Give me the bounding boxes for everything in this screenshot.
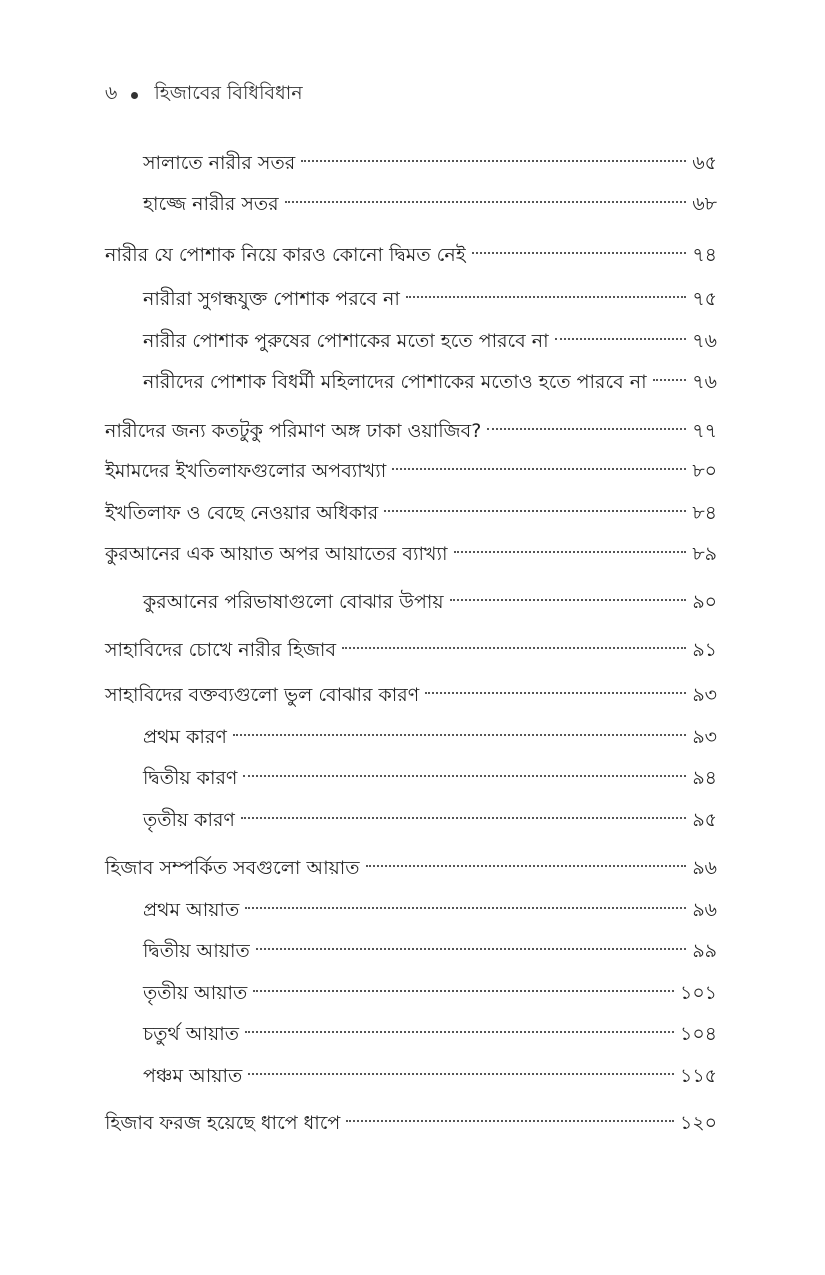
dot-leader [450,599,687,601]
dot-leader [406,296,686,298]
toc-entry-title: ইমামদের ইখতিলাফগুলোর অপব্যাখ্যা [105,460,387,482]
dot-leader [245,1031,674,1033]
toc-entry-title: নারীর পোশাক পুরুষের পোশাকের মতো হতে পারবে না [143,330,549,352]
toc-entry[interactable] [143,366,717,398]
toc-entry[interactable] [143,977,717,1009]
dot-leader [253,990,674,992]
toc-entry[interactable] [105,415,717,447]
dot-leader [487,428,686,430]
toc-entry-page: ১০৪ [679,1023,717,1045]
toc-entry-page: ৭৪ [692,244,717,266]
toc-entry-title: সাহাবিদের চোখে নারীর হিজাব [105,639,337,661]
toc-entry-title: তৃতীয় কারণ [143,809,235,831]
toc-entry-page: ৬৮ [692,193,717,215]
dot-leader [392,468,686,470]
dot-leader [243,775,686,777]
dot-leader [301,160,686,162]
toc-entry[interactable] [143,325,717,357]
dot-leader [454,551,687,553]
toc-entry-page: ৯৯ [692,940,717,962]
toc-entry-page: ৯৩ [692,684,717,706]
dot-leader [245,907,686,909]
toc-entry[interactable] [143,1060,717,1092]
toc-entry-title: সাহাবিদের বক্তব্যগুলো ভুল বোঝার কারণ [105,684,420,706]
toc-entry[interactable] [143,147,717,179]
toc-entry-page: ৭৬ [692,371,717,393]
dot-leader [346,1120,674,1122]
toc-entry-title: নারীদের জন্য কতটুকু পরিমাণ অঙ্গ ঢাকা ওয়াজিব? [105,420,482,442]
toc-entry-title: দ্বিতীয় কারণ [143,767,238,789]
toc-entry-page: ৯৪ [692,767,717,789]
toc-entry[interactable] [105,239,717,271]
toc-entry[interactable] [105,455,717,487]
toc-entry-page: ৭৭ [692,420,717,442]
toc-entry-page: ৭৫ [692,288,717,310]
toc-entry-page: ৭৬ [692,330,717,352]
dot-leader [555,338,687,340]
toc-entry[interactable] [105,679,717,711]
toc-entry-title: পঞ্চম আয়াত [143,1065,243,1087]
dot-leader [384,510,686,512]
toc-entry[interactable] [143,762,717,794]
toc-entry[interactable] [105,497,717,529]
toc-entry-title: সালাতে নারীর সতর [143,152,296,174]
toc-entry[interactable] [105,1107,717,1139]
toc-entry-page: ৮০ [692,460,717,482]
toc-entry-page: ৯১ [692,639,717,661]
dot-leader [425,692,686,694]
toc-entry[interactable] [143,1018,717,1050]
toc-entry-page: ১১৫ [680,1065,717,1087]
dot-leader [472,252,687,254]
toc-entry-page: ৯৬ [692,857,717,879]
toc-entry-page: ৯৬ [692,899,717,921]
dot-leader [342,647,686,649]
dot-leader [241,817,686,819]
toc-entry[interactable] [143,935,717,967]
toc-entry[interactable] [143,721,717,753]
header-book-title: হিজাবের বিধিবিধান [154,82,303,104]
toc-entry-page: ৬৫ [692,152,717,174]
dot-leader [233,734,686,736]
toc-entry[interactable] [143,804,717,836]
toc-entry-title: কুরআনের এক আয়াত অপর আয়াতের ব্যাখ্যা [105,543,448,565]
toc-entry-title: নারীদের পোশাক বিধর্মী মহিলাদের পোশাকের মতোও হতে পারবে না [143,371,647,393]
toc-entry-title: চতুর্থ আয়াত [143,1023,239,1045]
toc-entry-title: ইখতিলাফ ও বেছে নেওয়ার অধিকার [105,502,379,524]
dot-leader [285,201,687,203]
toc-entry-page: ১২০ [679,1112,717,1134]
toc-entry-page: ৮৯ [692,543,717,565]
toc-entry-page: ৯০ [692,591,717,613]
toc-entry-page: ১০১ [679,982,717,1004]
toc-entry[interactable] [105,634,717,666]
toc-entry-page: ৯৩ [692,726,717,748]
toc-entry-title: নারীরা সুগন্ধযুক্ত পোশাক পরবে না [143,288,400,310]
toc-entry-title: দ্বিতীয় আয়াত [143,940,250,962]
toc-entry-title: নারীর যে পোশাক নিয়ে কারও কোনো দ্বিমত নেই [105,244,466,266]
header-page-number: ৬ [105,82,118,104]
toc-entry-title: প্রথম আয়াত [143,899,240,921]
toc-entry[interactable] [143,894,717,926]
toc-entry-page: ৮৪ [692,502,717,524]
toc-entry-title: হাজ্জে নারীর সতর [143,193,279,215]
toc-entry[interactable] [105,852,717,884]
toc-entry[interactable] [105,538,717,570]
dot-leader [256,948,687,950]
bullet-separator-icon [131,92,138,99]
toc-entry[interactable] [143,188,717,220]
dot-leader [248,1073,674,1075]
toc-entry-title: তৃতীয় আয়াত [143,982,248,1004]
toc-entry-page: ৯৫ [692,809,717,831]
toc-entry-title: কুরআনের পরিভাষাগুলো বোঝার উপায় [143,591,444,613]
toc-entry[interactable] [143,586,717,618]
toc-entry-title: প্রথম কারণ [143,726,227,748]
toc-entry-title: হিজাব ফরজ হয়েছে ধাপে ধাপে [105,1112,341,1134]
running-header [105,80,303,110]
dot-leader [653,379,687,381]
toc-entry-title: হিজাব সম্পর্কিত সবগুলো আয়াত [105,857,360,879]
dot-leader [366,865,687,867]
toc-entry[interactable] [143,283,717,315]
